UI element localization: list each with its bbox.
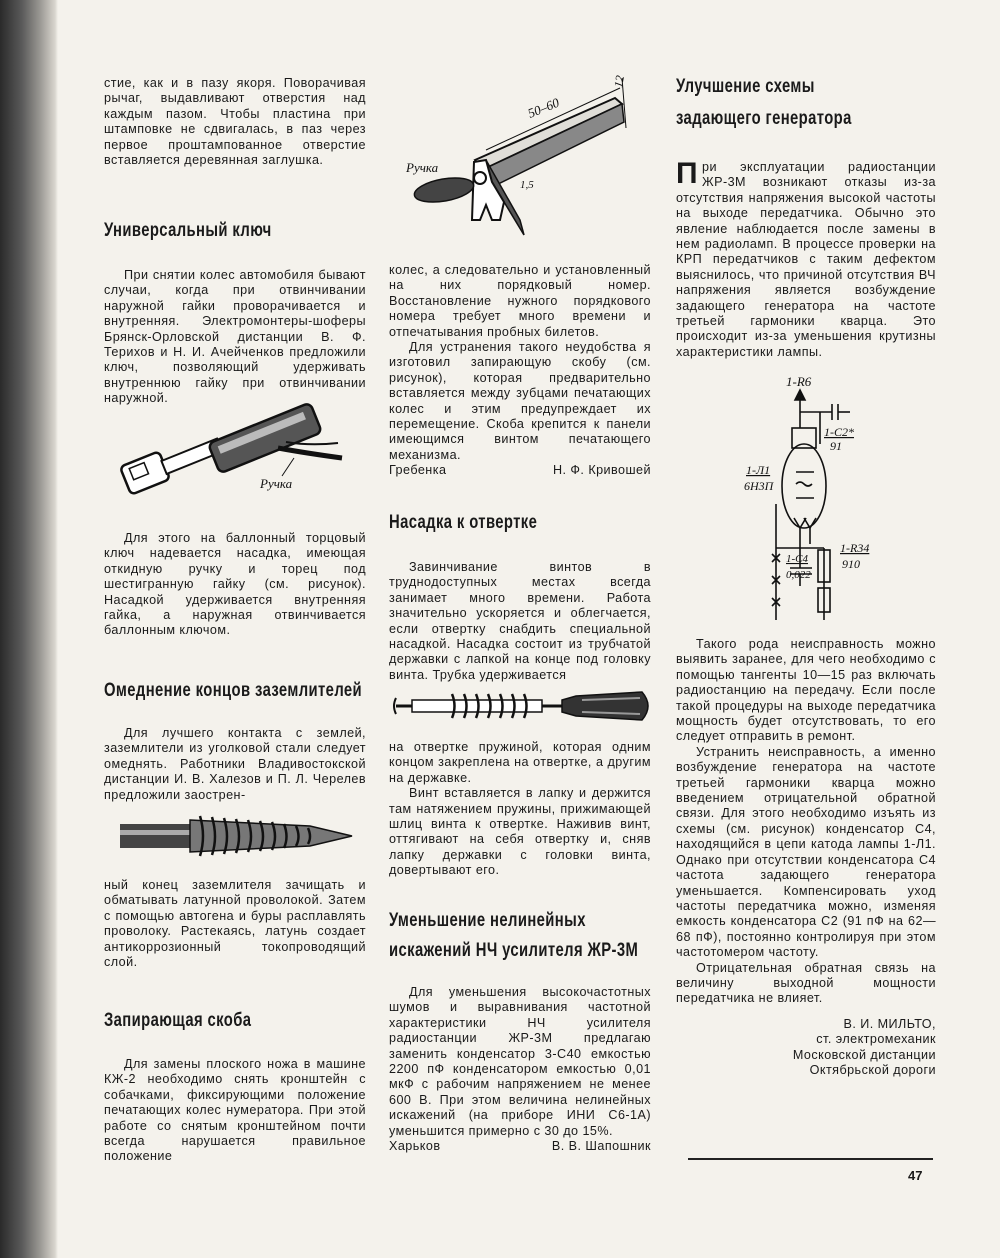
heading-grounding: Омеднение концов заземлителей — [104, 680, 363, 701]
key-text-2 — [104, 531, 366, 639]
circuit-c4-label: 1-С4 — [786, 553, 808, 565]
lock-paragraph-3: Для устранения такого неудобства я изготовил запирающую скобу (см. рисунок), которая предварительно вставляется между зубцами печатающих колес и этим предупреждает их перемещение. Скоба крепится к панели имеющимся винтом печатающего механизма. — [389, 340, 651, 462]
heading-distortion-1: Уменьшение нелинейных — [389, 910, 586, 931]
key-handle-label: Ручка — [260, 476, 293, 491]
heading-generator-2: задающего генератора — [676, 108, 852, 129]
circuit-c4-value: 0,022 — [786, 569, 811, 581]
copper-paragraph-1: Для лучшего контакта с землей, заземлители из уголковой стали следует омеднять. Работники Владивостокской дистанции И. В. Халезов и П. Л. Черелев предложили заострен- — [104, 726, 366, 802]
screwdriver-figure — [392, 684, 654, 732]
generator-paragraph-4: Отрицательная обратная связь на величину выходной мощности передатчика не влияет. — [676, 960, 936, 1006]
screwdriver-paragraph-3: Винт вставляется в лапку и держится там натяжением пружины, прижимающей шлиц винта к отвертке. Наживив винт, оттягивают на себя отвертку и, сняв лапку державки с головки винта, довертывают его. — [389, 786, 651, 878]
distortion-text — [389, 985, 651, 1154]
universal-key-figure — [110, 398, 360, 510]
dropcap-letter: П — [676, 157, 699, 190]
grounding-rod-figure — [120, 806, 360, 868]
heading-distortion-2: искажений НЧ усилителя ЖР-3М — [389, 940, 639, 961]
generator-circuit-diagram — [732, 372, 902, 630]
circuit-l1-value: 6Н3П — [744, 479, 774, 493]
key-paragraph-2: Для этого на баллонный торцовый ключ надевается насадка, имеющая откидную ручку и торец под шестигранную гайку (см. рисунок). Насадкой удерживается внутренняя гайка, а наружная отвинчивается баллонным ключом. — [104, 531, 366, 638]
circuit-l1-label: 1-Л1 — [746, 463, 771, 477]
signature-position: ст. электромеханик — [816, 1032, 936, 1047]
page-binding-shadow — [0, 0, 58, 1258]
lock-city: Гребенка — [389, 463, 447, 478]
copper-text-1 — [104, 726, 366, 803]
screwdriver-paragraph-2: на отвертке пружиной, которая одним концом закреплена на отвертке, а другим на державке. — [389, 740, 651, 785]
page-number: 47 — [908, 1168, 923, 1183]
lock-signature — [389, 463, 651, 478]
copper-text-2 — [104, 878, 366, 970]
copper-paragraph-2: ный конец заземлителя зачищать и обматывать латунной проволокой. Затем с помощью автогена и буры расплавлять проволоку. Растекаясь, латунь создает антикоррозионный токопроводящий слой. — [104, 878, 366, 970]
signature-name: В. И. МИЛЬТО, — [843, 1016, 936, 1031]
generator-paragraph-1 — [676, 157, 936, 360]
lock-paragraph-1: Для замены плоского ножа в машине КЖ-2 необходимо снять кронштейн с собачками, фиксирующими положение печатающих колес нумератора. При этой работе со снятым кронштейном почти всегда нарушается правильное положение — [104, 1057, 366, 1164]
bracket-length-dim: 50–60 — [525, 94, 562, 121]
generator-text-2 — [676, 637, 936, 1078]
bottom-rule — [688, 1158, 933, 1160]
circuit-r6-label: 1-R6 — [786, 374, 812, 389]
lock-author: Н. Ф. Кривошей — [552, 463, 651, 478]
heading-locking-bracket: Запирающая скоба — [104, 1010, 252, 1031]
heading-screwdriver: Насадка к отвертке — [389, 512, 538, 533]
intro-text — [104, 76, 366, 168]
generator-paragraph-2: Такого рода неисправность можно выявить заранее, для чего необходимо с помощью тангенты 10—15 раз включать радиостанцию на передачу. Если после такой процедуры на выходе передатчика мощность будет отсутствовать, то его следует отправить в ремонт. — [676, 637, 936, 744]
screwdriver-text-2 — [389, 740, 651, 879]
key-paragraph-1: При снятии колес автомобиля бывают случаи, когда при отвинчивании наружной гайки проворачивается и внутренняя. Электромонтеры-шоферы Брянск-Орловской дистанции В. Ф. Терихов и Н. И. Ачейченков предложили ключ, позволяющий удерживать внутреннюю гайку при отвинчивании наружной. — [104, 268, 366, 406]
lock-text-1 — [104, 1057, 366, 1165]
distortion-city: Харьков — [389, 1139, 441, 1154]
generator-paragraph-1-text: ри эксплуатации радиостанции ЖР-3М возникают отказы из-за отсутствия напряжения высокой частоты на выходе передатчика. Обычно это явление наблюдается после замены в нем радиоламп. В процессе проверки на КРП передатчиков с таким дефектом выяснилось, что причиной отсутствия ВЧ напряжения является возбуждение задающего генератора на частоте третьей гармоники кварца. Это происходит из-за уменьшения крутизны характеристики лампы. — [676, 160, 936, 359]
distortion-author: В. В. Шапошник — [551, 1139, 651, 1154]
screwdriver-text-1 — [389, 560, 651, 683]
distortion-signature — [389, 1139, 651, 1154]
distortion-paragraph: Для уменьшения высокочастотных шумов и выравнивания частотной характеристики НЧ усилителя радиостанции ЖР-3М предлагаю заменить конденсатор 3-С40 емкостью 2200 пФ конденсатором емкостью 0,01 мкФ с рабочим напряжением не менее 600 В. При этом величина нелинейных искажений (на приборе ИНИ С6-1А) уменьшится примерно с 30 до 15%. — [389, 985, 651, 1138]
heading-generator-1: Улучшение схемы — [676, 76, 815, 97]
intro-paragraph: стие, как и в пазу якоря. Поворачивая рычаг, выдавливают отверстия над каждым пазом. Чтобы пластина при штамповке не сдвигалась, в паз через первое проштампованное отверстие вставляется деревянная заглушка. — [104, 76, 366, 168]
screwdriver-paragraph-1: Завинчивание винтов в труднодоступных местах всегда занимает много времени. Работа значительно ускоряется и облегчается, если отвертку снабдить специальной насадкой. Насадка состоит из трубчатой державки с лапкой на конце под головку винта. Трубка удерживается — [389, 560, 651, 682]
bracket-handle-label: Ручка — [406, 160, 439, 175]
signature-railway: Октябрьской дороги — [809, 1062, 936, 1077]
circuit-r34-value: 910 — [842, 557, 860, 571]
circuit-c2-value: 91 — [830, 439, 842, 453]
circuit-c2-label: 1-С2* — [824, 425, 854, 439]
lock-paragraph-2: колес, а следовательно и установленный на них порядковый номер. Восстановление нужного порядкового номера требует много времени и отпечатывания пробных билетов. — [389, 263, 651, 339]
signature-distance: Московской дистанции — [792, 1047, 936, 1062]
generator-signature — [676, 1017, 936, 1079]
locking-bracket-figure — [400, 70, 650, 260]
generator-text-1 — [676, 157, 936, 360]
heading-universal-key: Универсальный ключ — [104, 220, 272, 241]
circuit-r34-label: 1-R34 — [840, 541, 870, 555]
bracket-thickness-dim: 1,5 — [520, 179, 534, 191]
bracket-width-dim: 12 — [611, 74, 628, 89]
key-text-1 — [104, 268, 366, 407]
lock-text-2 — [389, 263, 651, 479]
generator-paragraph-3: Устранить неисправность, а именно возбуждение генератора на частоте третьей гармоники кварца можно введением отрицательной обратной связи. Для этого необходимо изъять из схемы (см. рисунок) конденсатор С4, находящийся в цепи катода лампы 1-Л1. Однако при отсутствии конденсатора С4 частота задающего генератора уменьшается. Компенсировать уход частоты передатчика можно, изменяя емкость конденсатора С2 (91 пФ на 62—68 пФ), постоянно контролируя при этом частотомером частоту. — [676, 744, 936, 960]
